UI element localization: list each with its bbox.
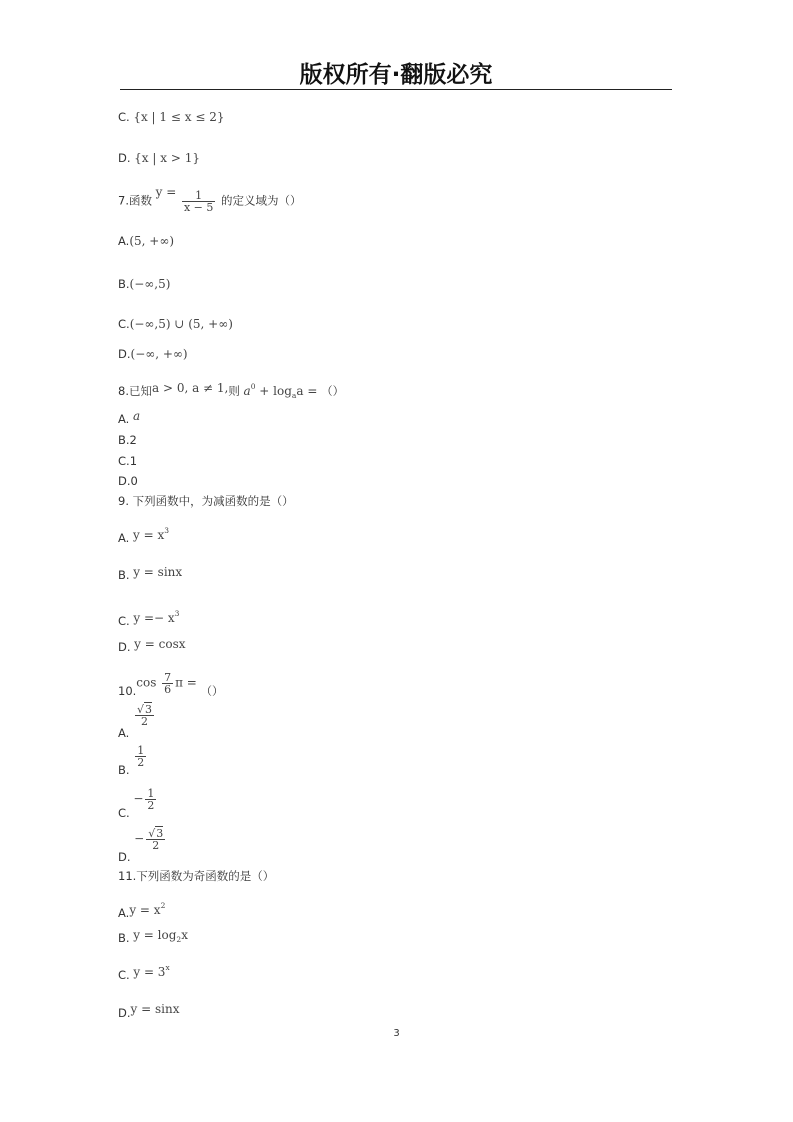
option-math: (−∞,5) ∪ (5, +∞) — [129, 317, 233, 331]
q11-option-d — [118, 1002, 180, 1020]
page-number: 3 — [393, 1028, 400, 1039]
option-label: A. — [118, 906, 130, 920]
option-label: B. — [118, 931, 130, 945]
option-math — [133, 965, 169, 979]
sqrt-icon: √ — [136, 703, 144, 716]
math-base: y = 3 — [133, 965, 166, 979]
option-label: D. — [118, 640, 131, 654]
option-label: C. — [118, 454, 130, 468]
fraction-numerator: 1 — [147, 787, 155, 800]
q10-option-b — [118, 744, 148, 777]
q9-option-b — [118, 565, 183, 582]
q9-option-d — [118, 637, 186, 654]
option-label: C. — [118, 968, 130, 982]
question-number: 11. — [118, 869, 137, 883]
option-label: C. — [118, 614, 130, 628]
q8-stem — [118, 380, 344, 403]
math-tail: x — [181, 928, 188, 942]
q11-option-b — [118, 928, 188, 950]
math-cos: cos — [136, 675, 157, 690]
sqrt-radicand: 3 — [156, 827, 164, 840]
option-label: B. — [118, 277, 130, 291]
sqrt-radicand: 3 — [145, 703, 152, 716]
q9-option-c — [118, 610, 179, 628]
fraction-denominator: 2 — [135, 715, 154, 727]
math-superscript: 3 — [174, 609, 180, 618]
math-subscript: a — [291, 391, 297, 400]
q11-option-a — [118, 902, 165, 920]
q9-option-a — [118, 527, 169, 545]
math-expression — [244, 384, 318, 398]
option-math — [133, 611, 179, 625]
fraction — [146, 828, 165, 851]
fraction-numerator: 1 — [137, 744, 145, 757]
math-base: y = x — [129, 903, 161, 917]
option-label: A. — [118, 531, 130, 545]
q11-stem — [118, 869, 274, 883]
fraction-denominator: 2 — [137, 756, 145, 769]
option-label: C. — [118, 110, 130, 124]
question-number: 7. — [118, 193, 129, 208]
fraction — [135, 745, 146, 768]
q7-option-c — [118, 317, 233, 331]
math-subscript: 2 — [176, 935, 182, 944]
option-math: (5, +∞) — [129, 234, 175, 248]
option-math: y = cosx — [134, 637, 186, 651]
option-text: 0 — [130, 474, 138, 488]
fraction-numerator: 1 — [195, 189, 203, 202]
option-label: D. — [118, 151, 131, 165]
option-text: 2 — [129, 433, 137, 447]
option-text: 1 — [129, 454, 138, 468]
q7-option-a — [118, 234, 174, 248]
option-label: B. — [118, 433, 130, 447]
math-condition: a > 0, a ≠ 1, — [151, 381, 229, 395]
option-math: {x | x > 1} — [134, 151, 200, 165]
option-math: a — [132, 409, 141, 423]
question-number: 10. — [118, 683, 137, 698]
question-number: 8. — [118, 384, 129, 398]
q10-option-a — [118, 703, 156, 740]
fraction-numerator — [135, 704, 154, 715]
option-math — [133, 528, 169, 542]
math-base: y = log — [133, 928, 177, 942]
option-math — [133, 928, 188, 942]
q9-stem — [118, 494, 294, 508]
option-label: C. — [118, 317, 130, 331]
option-label: D. — [118, 1006, 131, 1020]
math-superscript: 3 — [164, 526, 169, 535]
option-math — [129, 903, 165, 917]
q7-option-b — [118, 277, 170, 291]
question-text-tail: 的定义域为（） — [221, 193, 302, 208]
fraction-numerator: 7 — [164, 671, 172, 684]
question-text: 下列函数为奇函数的是（） — [136, 869, 275, 883]
math-tail: a = — [296, 384, 318, 398]
option-math: y = sinx — [130, 1002, 180, 1016]
page-header-title: 版权所有·翻版必究 — [299, 62, 493, 88]
q10-option-c — [118, 787, 158, 820]
q6-option-c — [118, 110, 224, 124]
math-log: + log — [255, 384, 292, 398]
option-label: C. — [118, 805, 130, 820]
question-text-tail: （） — [321, 384, 345, 398]
option-label: D. — [118, 474, 131, 488]
fraction — [182, 190, 215, 213]
question-number: 9. — [118, 494, 129, 508]
math-var: a — [243, 384, 251, 398]
math-base: y = x — [132, 528, 165, 542]
q8-option-d — [118, 474, 138, 488]
math-base: y =− x — [133, 611, 175, 625]
q7-option-d — [118, 347, 188, 361]
option-label: A. — [118, 234, 130, 248]
fraction-denominator: 2 — [147, 799, 155, 812]
option-math: {x | 1 ≤ x ≤ 2} — [133, 110, 225, 124]
q10-option-d — [118, 827, 167, 864]
option-label: A. — [118, 412, 130, 426]
fraction-numerator — [146, 828, 165, 839]
q10-stem — [118, 671, 224, 698]
fraction — [162, 672, 173, 695]
header-rule — [120, 89, 672, 90]
q8-option-c — [118, 454, 137, 468]
q6-option-d — [118, 151, 200, 165]
option-label: A. — [118, 725, 130, 740]
fraction — [145, 788, 156, 811]
math-superscript: x — [165, 963, 170, 972]
question-text: 下列函数中，为减函数的是（） — [132, 494, 294, 508]
math-pi-eq: π = — [175, 675, 197, 690]
fraction-denominator: 2 — [146, 839, 165, 851]
option-label: D. — [118, 347, 131, 361]
q7-stem — [118, 184, 302, 214]
math-superscript: 0 — [250, 382, 256, 391]
option-label: B. — [118, 762, 130, 777]
q11-option-c — [118, 964, 170, 982]
math-y-eq: y = — [155, 184, 177, 199]
question-text-mid: 则 — [228, 384, 240, 398]
question-text: 已知 — [128, 384, 152, 398]
math-minus: − — [133, 791, 144, 806]
question-text: 函数 — [128, 193, 152, 208]
q8-option-a — [118, 409, 141, 426]
option-math: (−∞,5) — [129, 277, 171, 291]
math-minus: − — [134, 831, 145, 846]
option-label: D. — [118, 849, 131, 864]
option-math: (−∞, +∞) — [130, 347, 188, 361]
math-superscript: 2 — [160, 901, 166, 910]
option-math: y = sinx — [133, 565, 183, 579]
q8-option-b — [118, 433, 137, 447]
fraction — [135, 704, 154, 727]
sqrt-icon: √ — [148, 827, 156, 840]
question-text-tail: （） — [200, 683, 224, 698]
fraction-denominator: x − 5 — [183, 201, 214, 214]
fraction-denominator: 6 — [164, 683, 172, 696]
option-label: B. — [118, 568, 130, 582]
